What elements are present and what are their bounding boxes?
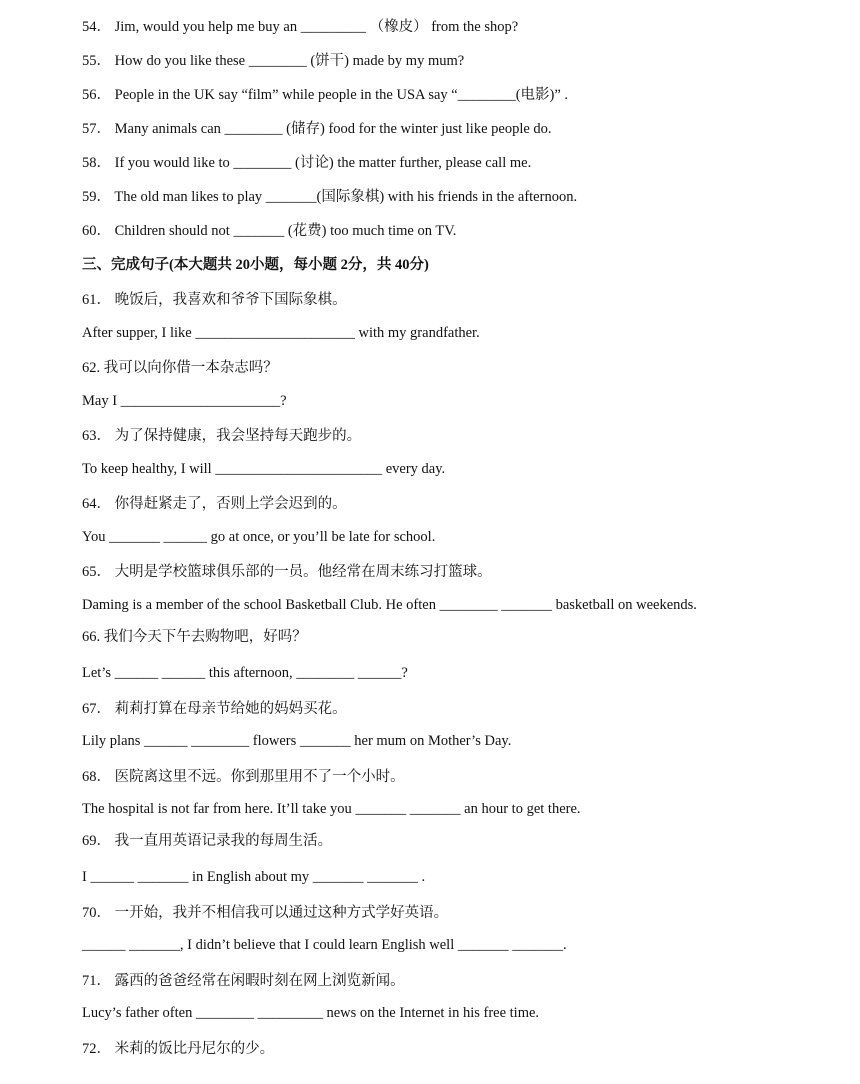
question-65-english: Daming is a member of the school Basketball Club. He often ________ _______ basketball on weekends. <box>82 597 697 613</box>
question-61-english: After supper, I like ______________________ with my grandfather. <box>82 325 480 341</box>
question-55: 55． How do you like these ________ (饼干) made by my mum? <box>82 53 465 69</box>
question-66-chinese: 66. 我们今天下午去购物吧，好吗？ <box>82 629 307 645</box>
question-67-chinese: 67． 莉莉打算在母亲节给她的妈妈买花。 <box>82 701 347 717</box>
question-62-chinese: 62. 我可以向你借一本杂志吗？ <box>82 360 278 376</box>
question-72-chinese: 72． 米莉的饭比丹尼尔的少。 <box>82 1041 275 1057</box>
question-70-english: ______ _______, I didn’t believe that I could learn English well _______ _______. <box>82 937 567 953</box>
question-62-english: May I ______________________? <box>82 393 287 409</box>
question-71-chinese: 71． 露西的爸爸经常在闲暇时刻在网上浏览新闻。 <box>82 973 405 989</box>
question-63-chinese: 63． 为了保持健康，我会坚持每天跑步的。 <box>82 428 362 444</box>
question-69-english: I ______ _______ in English about my _______ _______ . <box>82 869 426 885</box>
question-64-english: You _______ ______ go at once, or you’ll be late for school. <box>82 529 436 545</box>
question-68-chinese: 68． 医院离这里不远。你到那里用不了一个小时。 <box>82 769 405 785</box>
question-63-english: To keep healthy, I will _______________________ every day. <box>82 461 446 477</box>
question-61-chinese: 61． 晚饭后，我喜欢和爷爷下国际象棋。 <box>82 292 347 308</box>
question-70-chinese: 70． 一开始，我并不相信我可以通过这种方式学好英语。 <box>82 905 449 921</box>
question-67-english: Lily plans ______ ________ flowers _______ her mum on Mother’s Day. <box>82 733 512 749</box>
question-59: 59． The old man likes to play _______(国际象棋) with his friends in the afternoon. <box>82 189 578 205</box>
question-65-chinese: 65． 大明是学校篮球俱乐部的一员。他经常在周末练习打篮球。 <box>82 564 492 580</box>
question-66-english: Let’s ______ ______ this afternoon, ________ ______? <box>82 665 408 681</box>
question-58: 58． If you would like to ________ (讨论) the matter further, please call me. <box>82 155 532 171</box>
question-68-english: The hospital is not far from here. It’ll take you _______ _______ an hour to get there. <box>82 801 581 817</box>
question-64-chinese: 64． 你得赶紧走了，否则上学会迟到的。 <box>82 496 347 512</box>
section-heading: 三、完成句子(本大题共 20小题，每小题 2分，共 40分) <box>82 257 429 273</box>
question-57: 57． Many animals can ________ (储存) food for the winter just like people do. <box>82 121 552 137</box>
question-71-english: Lucy’s father often ________ _________ news on the Internet in his free time. <box>82 1005 540 1021</box>
question-56: 56． People in the UK say “film” while people in the USA say “________(电影)” . <box>82 87 569 103</box>
question-60: 60． Children should not _______ (花费) too much time on TV. <box>82 223 457 239</box>
question-54: 54． Jim, would you help me buy an _________ （橡皮） from the shop? <box>82 19 519 35</box>
question-69-chinese: 69． 我一直用英语记录我的每周生活。 <box>82 833 333 849</box>
